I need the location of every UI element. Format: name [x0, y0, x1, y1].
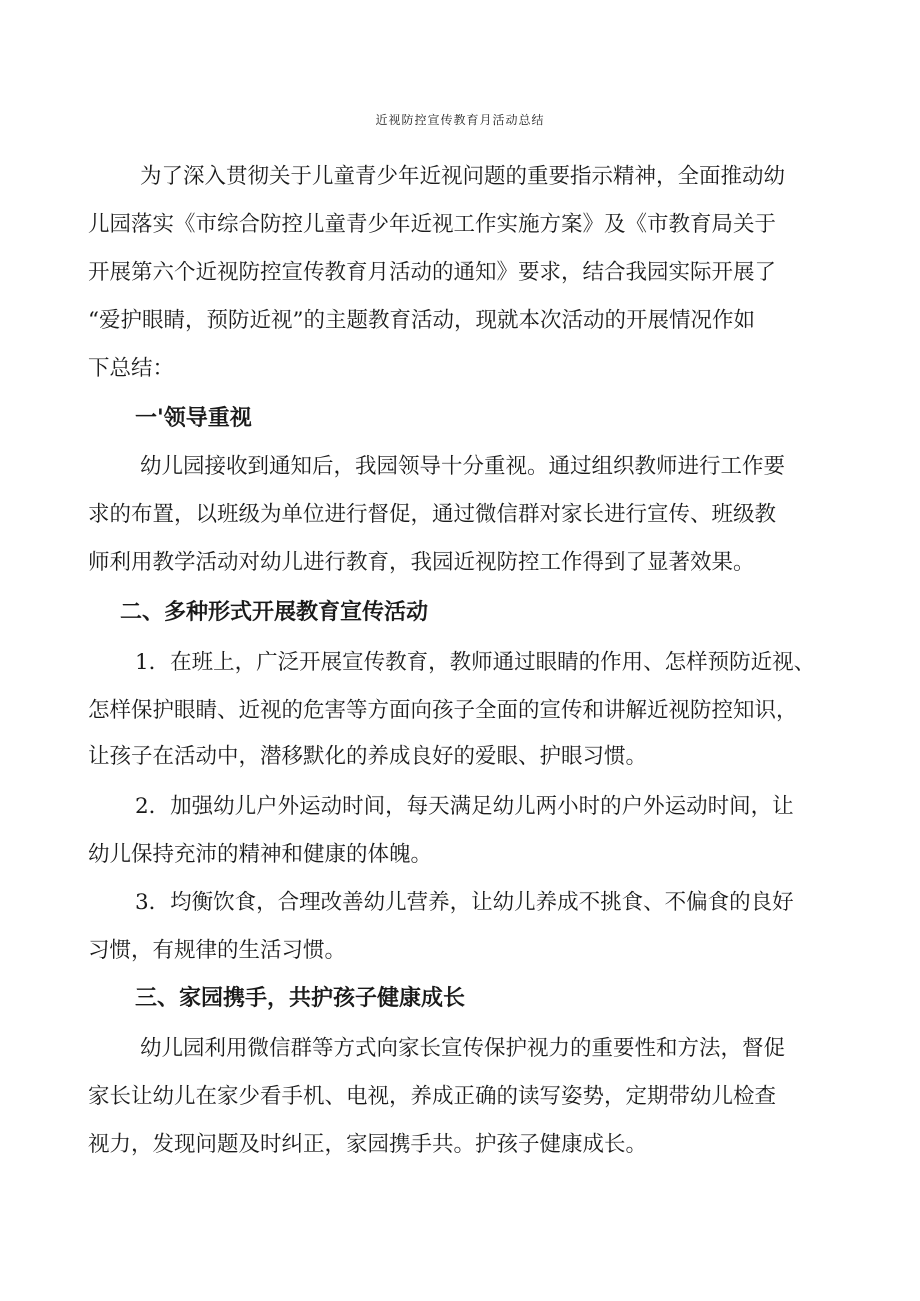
intro-line-3: 开展第六个近视防控宣传教育月活动的通知》要求，结合我园实际开展了 — [88, 260, 777, 285]
section-2-item-2-line-2: 幼儿保持充沛的精神和健康的体魄。 — [88, 842, 433, 867]
section-3-line-2: 家长让幼儿在家少看手机、电视，养成正确的读写姿势，定期带幼儿检查 — [88, 1084, 777, 1109]
section-2-item-1-line-2: 怎样保护眼睛、近视的危害等方面向孩子全面的宣传和讲解近视防控知识， — [88, 698, 798, 723]
section-2-item-3-line-2: 习惯，有规律的生活习惯。 — [88, 938, 347, 963]
section-1-heading: 一'领导重视 — [135, 406, 252, 431]
section-3-line-1: 幼儿园利用微信群等方式向家长宣传保护视力的重要性和方法，督促 — [140, 1036, 786, 1061]
intro-line-2: 儿园落实《市综合防控儿童青少年近视工作实施方案》及《市教育局关于 — [88, 212, 777, 237]
section-2-item-3-line-1: 3．均衡饮食，合理改善幼儿营养，让幼儿养成不挑食、不偏食的良好 — [135, 890, 794, 915]
document-title: 近视防控宣传教育月活动总结 — [375, 113, 545, 127]
section-3-heading: 三、家园携手，共护孩子健康成长 — [135, 986, 466, 1011]
section-1-line-1: 幼儿园接收到通知后，我园领导十分重视。通过组织教师进行工作要 — [140, 454, 786, 479]
section-2-item-1-line-1: 1．在班上，广泛开展宣传教育，教师通过眼睛的作用、怎样预防近视、 — [135, 650, 816, 675]
section-1-line-2: 求的布置，以班级为单位进行督促，通过微信群对家长进行宣传、班级教 — [88, 502, 777, 527]
section-3-line-3: 视力，发现问题及时纠正，家园携手共。护孩子健康成长。 — [88, 1132, 648, 1157]
intro-line-4: “爱护眼睛，预防近视”的主题教育活动，现就本次活动的开展情况作如 — [88, 308, 755, 333]
intro-line-5: 下总结： — [88, 356, 175, 381]
section-2-item-1-line-3: 让孩子在活动中，潜移默化的养成良好的爱眼、护眼习惯。 — [88, 744, 648, 769]
section-1-line-3: 师利用教学活动对幼儿进行教育，我园近视防控工作得到了显著效果。 — [88, 550, 755, 575]
section-2-heading: 二、多种形式开展教育宣传活动 — [120, 600, 429, 625]
section-2-item-2-line-1: 2．加强幼儿户外运动时间，每天满足幼儿两小时的户外运动时间，让 — [135, 794, 794, 819]
intro-line-1: 为了深入贯彻关于儿童青少年近视问题的重要指示精神，全面推动幼 — [140, 164, 786, 189]
